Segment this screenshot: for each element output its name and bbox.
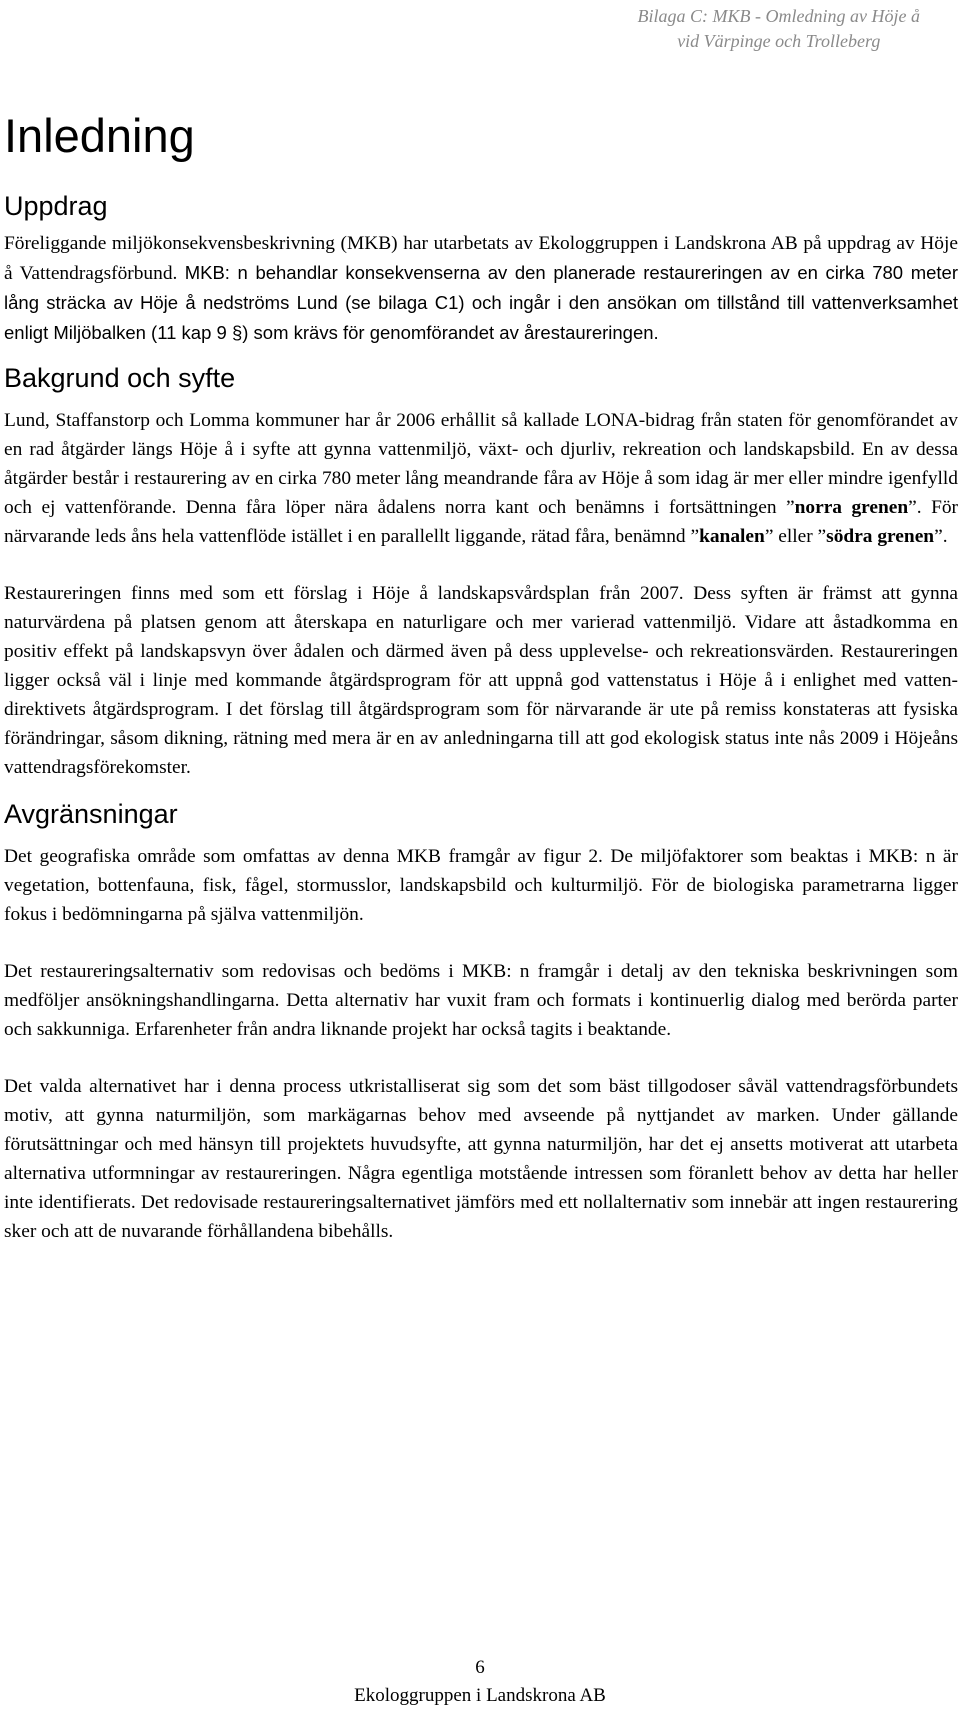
paragraph-bakgrund-1 (4, 406, 958, 551)
paragraph-uppdrag (4, 229, 958, 348)
paragraph-avgransningar-3: Det valda alternativet har i denna process utkristalliserat sig som det som bäst tillgodoser såväl vattendragsförbundets motiv, att gynna naturmiljön, som markägarnas behov med avseende på nyttjandet av marken. Under gällande förutsättningar och med hänsyn till projektets huvudsyfte, att gynna naturmiljön, har det ej ansetts motiverat att utarbeta alternativa utformningar av restaureringen. Några egentliga motstående intressen som föranlett behov av detta har heller inte identifierats. Det redovisade restaureringsalternativet jämförs med ett nollalternativ som innebär att ingen restaurering sker och att de nuvarande förhållandena bibehålls. (4, 1076, 958, 1242)
bakgrund-text-d: ”. (934, 526, 948, 547)
page-footer (0, 1654, 960, 1710)
term-sodra-grenen: södra grenen (826, 526, 935, 547)
bakgrund-text-b: ”. För närvarande leds åns hela vattenflöde istället i en parallellt liggande, rätad fåra, benämnd ” (4, 497, 959, 547)
running-header (638, 4, 920, 54)
header-line-1: Bilaga C: MKB - Omledning av Höje å (637, 6, 920, 26)
page-title: Inledning (4, 109, 195, 162)
header-line-2: vid Värpinge och Trolleberg (677, 31, 881, 51)
paragraph-avgransningar-2: Det restaureringsalternativ som redovisas och bedöms i MKB: n framgår i detalj av den tekniska beskrivningen som medföljer ansökningshandlingarna. Detta alternativ har vuxit fram och formats i kontinuerlig dialog med berörda parter och sakkunniga. Erfarenheter från andra liknande projekt har också tagits i beaktande. (4, 961, 958, 1040)
uppdrag-text-serif: Föreliggande miljökonsekvensbeskrivning (MKB) har utarbetats av Ekologgruppen i Landskrona AB på uppdrag av Höje å Vattendragsförbund. (4, 233, 958, 284)
paragraph-avgransningar-1: Det geografiska område som omfattas av denna MKB framgår av figur 2. De miljöfaktorer som beaktas i MKB: n är vegetation, bottenfauna, fisk, fågel, stormusslor, landskapsbild och kulturmiljö. För de biologiska parametrarna ligger fokus i bedömningarna på själva vattenmiljön. (4, 846, 958, 925)
uppdrag-text-sans: MKB: n behandlar konsekvenserna av den planerade restaureringen av en cirka 780 meter lång sträcka av Höje å nedströms Lund (se bilaga C1) och ingår i den ansökan om tillstånd till vattenverksamhet enligt Miljöbalken (11 kap 9 §) som krävs för genomförandet av årestaureringen. (4, 262, 958, 343)
bakgrund-text-c: ” eller ” (764, 526, 827, 547)
term-kanalen: kanalen (699, 526, 765, 547)
heading-uppdrag: Uppdrag (4, 191, 108, 221)
main-content (4, 106, 958, 1246)
footer-company: Ekologgruppen i Landskrona AB (354, 1685, 606, 1706)
page-number: 6 (475, 1657, 485, 1678)
heading-bakgrund: Bakgrund och syfte (4, 363, 236, 393)
paragraph-bakgrund-2: Restaureringen finns med som ett förslag i Höje å landskapsvårdsplan från 2007. Dess syften är främst att gynna naturvärdena på platsen genom att återskapa en naturligare och mer varierad vattenmiljö. Vidare att åstadkomma en positiv effekt på landskapsvyn över ådalen och därmed även på dess upplevelse- och rekreationsvärden. Restaureringen ligger också väl i linje med kommande åtgärdsprogram för att uppnå god vattenstatus i Höje å i enlighet med vattendirektivets åtgärdsprogram. I det förslag till åtgärdsprogram som för närvarande är ute på remiss konstateras att fysiska förändringar, såsom dikning, rätning med mera är en av anledningarna till att god ekologisk status inte nås 2009 i Höjeåns vattendragsförekomster. (4, 583, 958, 778)
heading-avgransningar: Avgränsningar (4, 799, 178, 829)
bakgrund-text-a: Lund, Staffanstorp och Lomma kommuner har år 2006 erhållit så kallade LONA-bidrag från staten för genomförandet av en rad åtgärder längs Höje å i syfte att gynna vattenmiljö, växt- och djurliv, rekreation och landskapsbild. En av dessa åtgärder består i restaurering av en cirka 780 meter lång meandrande fåra av Höje å som idag är mer eller mindre igenfylld och ej vattenförande. Denna fåra löper nära ådalens norra kant och benämns i fortsättningen ” (4, 410, 958, 518)
term-norra-grenen: norra grenen (794, 497, 909, 518)
